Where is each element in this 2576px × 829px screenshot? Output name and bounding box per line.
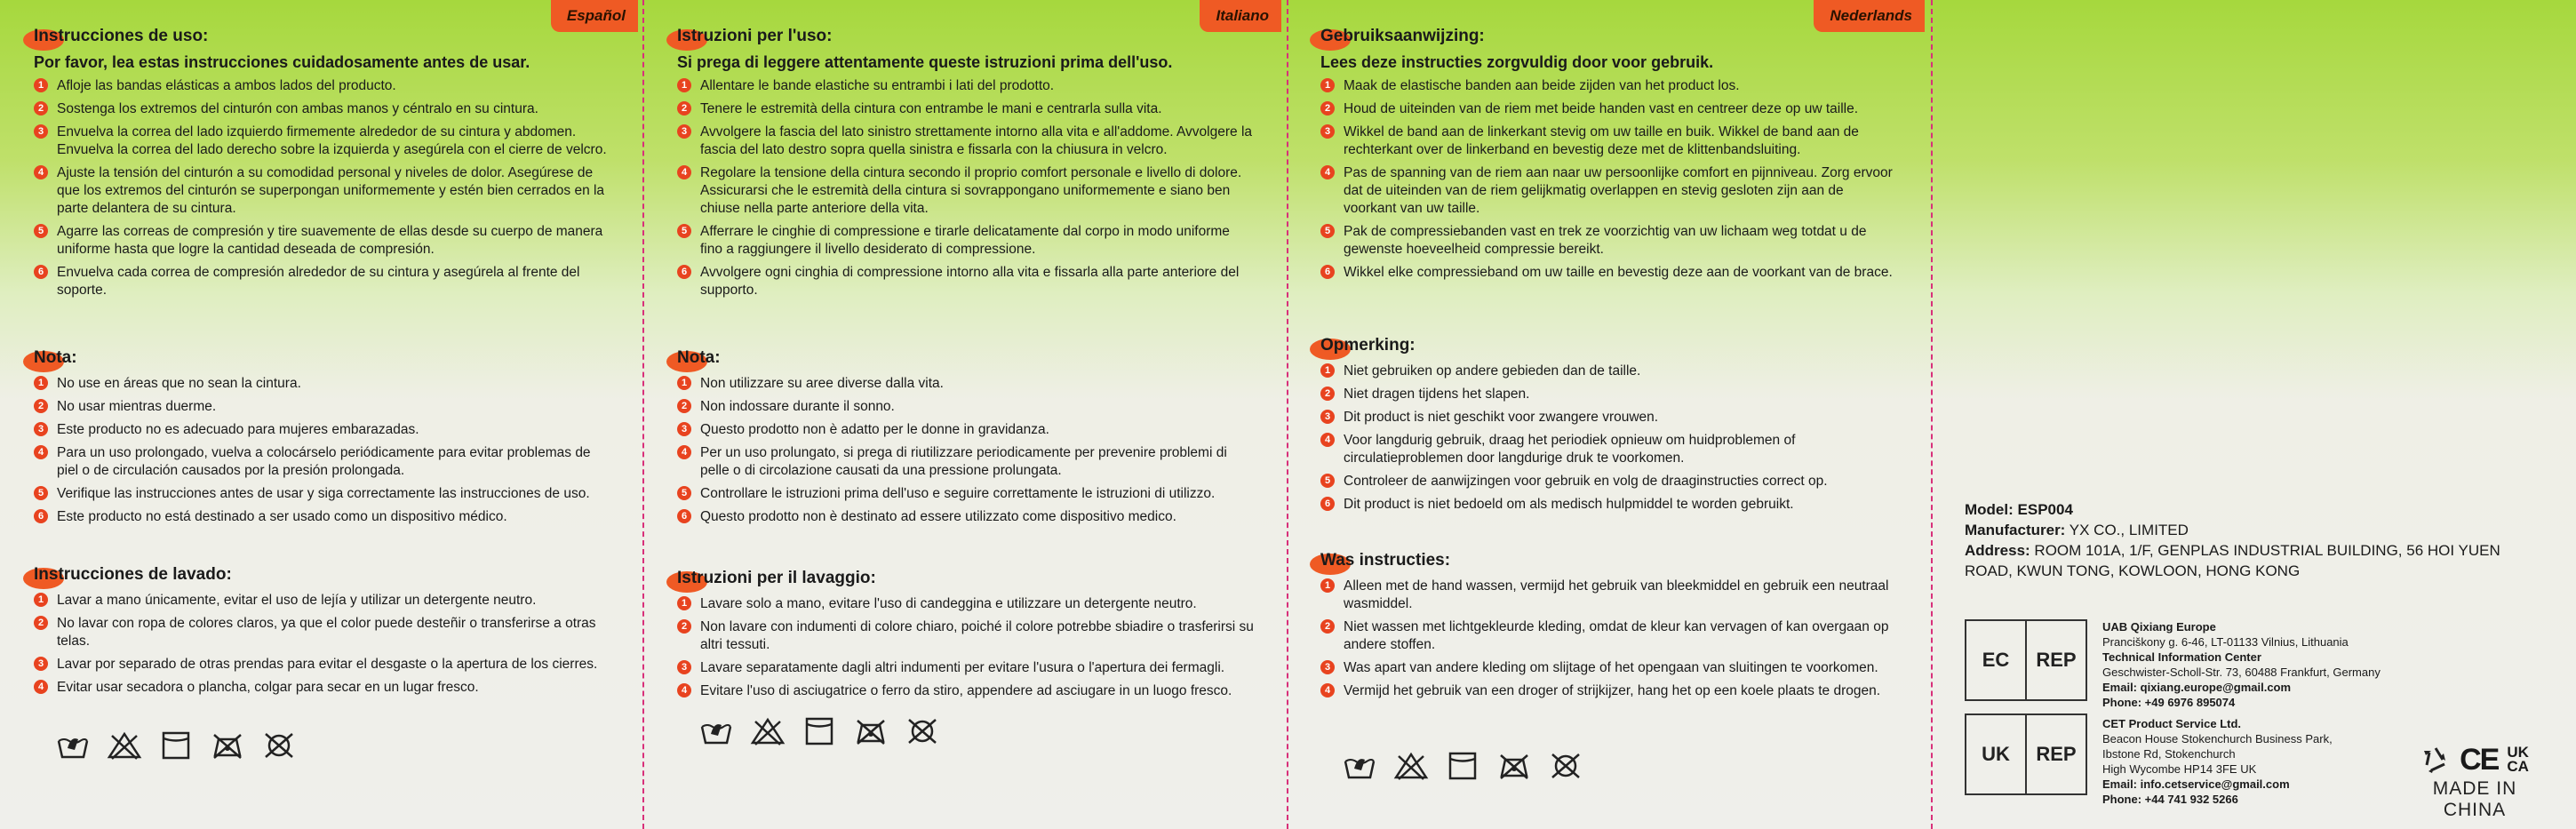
list-item bbox=[34, 100, 611, 118]
list-item bbox=[34, 485, 611, 503]
ec-rep-symbol bbox=[1965, 619, 2087, 701]
list-item bbox=[1320, 100, 1898, 118]
rep-line: Phone: +49 6976 895074 bbox=[2102, 696, 2236, 709]
usage-title: Istruzioni per l'uso: bbox=[677, 27, 833, 45]
number-badge-icon: 1 bbox=[677, 78, 691, 92]
number-badge-icon: 1 bbox=[1320, 363, 1335, 378]
instruction-column bbox=[677, 0, 1269, 829]
list-item-text: Dit product is niet bedoeld om als medisch hulpmiddel te worden gebruikt. bbox=[1344, 497, 1794, 512]
list-item bbox=[34, 615, 611, 650]
list-item bbox=[677, 595, 1255, 613]
list-item-text: Afferrare le cinghie di compressione e tirarle delicatamente dal corpo in modo uniforme fino a raggiungere il livello desiderato di compressione. bbox=[700, 224, 1230, 257]
list-item bbox=[1320, 496, 1898, 514]
note-list bbox=[1320, 363, 1898, 514]
list-item bbox=[34, 164, 611, 218]
rep-line: CET Product Service Ltd. bbox=[2102, 717, 2242, 730]
list-item-text: Dit product is niet geschikt voor zwangere vrouwen. bbox=[1344, 410, 1659, 425]
list-item-text: Regolare la tensione della cintura secondo il proprio comfort personale e livello di dolore. Assicurarsi che le estremità della cintura si sovrappongano uniformemente e siano ben chiuse nella parte anteriore della vita. bbox=[700, 165, 1242, 216]
wash-title: Istruzioni per il lavaggio: bbox=[677, 569, 876, 587]
list-item-text: Controleer de aanwijzingen voor gebruik en volg de draaginstructies correct op. bbox=[1344, 474, 1828, 489]
list-item-text: Niet gebruiken op andere gebieden dan de taille. bbox=[1344, 363, 1641, 379]
list-item bbox=[1320, 659, 1898, 677]
list-item bbox=[677, 223, 1255, 259]
rep-line: Phone: +44 741 932 5266 bbox=[2102, 793, 2238, 806]
number-badge-icon: 4 bbox=[1320, 683, 1335, 697]
usage-subtitle: Si prega di leggere attentamente queste istruzioni prima dell'uso. bbox=[677, 53, 1173, 71]
list-item bbox=[677, 77, 1255, 95]
note-heading bbox=[677, 348, 1255, 368]
number-badge-icon: 3 bbox=[1320, 660, 1335, 674]
list-item-text: Non indossare durante il sonno. bbox=[700, 399, 895, 414]
number-badge-icon: 1 bbox=[34, 78, 48, 92]
hand-wash-icon bbox=[55, 730, 91, 765]
number-badge-icon: 5 bbox=[677, 224, 691, 238]
list-item bbox=[1320, 618, 1898, 654]
list-item bbox=[677, 659, 1255, 677]
number-badge-icon: 2 bbox=[34, 399, 48, 413]
number-badge-icon: 5 bbox=[1320, 224, 1335, 238]
usage-title: Instrucciones de uso: bbox=[34, 27, 209, 45]
list-item bbox=[1320, 124, 1898, 159]
list-item bbox=[1320, 578, 1898, 613]
care-symbols bbox=[55, 730, 297, 765]
no-dry-clean-icon bbox=[1548, 751, 1583, 785]
list-item-text: Per un uso prolungato, si prega di riutilizzare periodicamente per prevenire problemi di pelle o di circolazione causati da una pressione prolungata. bbox=[700, 445, 1227, 478]
number-badge-icon: 1 bbox=[677, 376, 691, 390]
ukca-bottom: CA bbox=[2507, 758, 2529, 775]
note-title: Nota: bbox=[677, 348, 721, 367]
rep-line: Geschwister-Scholl-Str. 73, 60488 Frankfurt, Germany bbox=[2102, 666, 2381, 679]
list-item-text: Envuelva cada correa de compresión alrededor de su cintura y asegúrela al frente del soporte. bbox=[57, 265, 580, 298]
list-item bbox=[34, 656, 611, 674]
uk-rep-left: UK bbox=[1965, 713, 2027, 795]
list-item bbox=[1320, 682, 1898, 700]
care-symbols bbox=[698, 716, 940, 751]
list-item-text: Allentare le bande elastiche su entrambi i lati del prodotto. bbox=[700, 78, 1055, 93]
number-badge-icon: 4 bbox=[677, 165, 691, 179]
uk-rep-right: REP bbox=[2027, 713, 2087, 795]
rep-line: Ibstone Rd, Stokenchurch bbox=[2102, 747, 2236, 761]
list-item bbox=[677, 264, 1255, 299]
hand-wash-icon bbox=[698, 716, 734, 751]
number-badge-icon: 6 bbox=[677, 509, 691, 523]
usage-list bbox=[34, 77, 611, 299]
rep-line: Technical Information Center bbox=[2102, 650, 2261, 664]
usage-section bbox=[1320, 27, 1898, 287]
list-item bbox=[677, 375, 1255, 393]
note-section bbox=[34, 348, 611, 531]
list-item-text: Lavare separatamente dagli altri indumenti per evitare l'usura o l'apertura dei fermagli. bbox=[700, 660, 1225, 675]
list-item bbox=[34, 264, 611, 299]
number-badge-icon: 2 bbox=[34, 616, 48, 630]
uk-rep-symbol bbox=[1965, 713, 2087, 795]
list-item bbox=[34, 398, 611, 416]
list-item-text: Was apart van andere kleding om slijtage of het opengaan van sluitingen te voorkomen. bbox=[1344, 660, 1878, 675]
no-dry-clean-icon bbox=[261, 730, 297, 765]
list-item-text: Controllare le istruzioni prima dell'uso e seguire correttamente le istruzioni di utilizzo. bbox=[700, 486, 1216, 501]
list-item-text: Niet wassen met lichtgekleurde kleding, omdat de kleur kan vervagen of kan overgaan op andere stoffen. bbox=[1344, 619, 1889, 652]
wash-title: Instrucciones de lavado: bbox=[34, 565, 232, 584]
no-bleach-icon bbox=[750, 716, 786, 751]
wash-list bbox=[1320, 578, 1898, 700]
list-item bbox=[34, 124, 611, 159]
instruction-column bbox=[1320, 0, 1912, 829]
list-item-text: Evitar usar secadora o plancha, colgar para secar en un lugar fresco. bbox=[57, 680, 479, 695]
number-badge-icon: 4 bbox=[677, 683, 691, 697]
list-item bbox=[1320, 77, 1898, 95]
no-bleach-icon bbox=[1393, 751, 1429, 785]
number-badge-icon: 5 bbox=[34, 224, 48, 238]
address-label: Address: bbox=[1965, 542, 2030, 559]
number-badge-icon: 1 bbox=[1320, 578, 1335, 593]
number-badge-icon: 1 bbox=[1320, 78, 1335, 92]
ukca-top: UK bbox=[2507, 744, 2529, 761]
number-badge-icon: 6 bbox=[34, 265, 48, 279]
list-item bbox=[677, 444, 1255, 480]
note-section bbox=[1320, 336, 1898, 519]
list-item-text: Wikkel elke compressieband om uw taille en bevestig deze aan de voorkant van de brace. bbox=[1344, 265, 1893, 280]
wash-section bbox=[34, 565, 611, 702]
list-item-text: Sostenga los extremos del cinturón con ambas manos y céntralo en su cintura. bbox=[57, 101, 538, 116]
manufacturer-label: Manufacturer: bbox=[1965, 522, 2066, 538]
list-item-text: Non utilizzare su aree diverse dalla vita. bbox=[700, 376, 944, 391]
list-item-text: Lavare solo a mano, evitare l'uso di candeggina e utilizzare un detergente neutro. bbox=[700, 596, 1197, 611]
wash-title: Was instructies: bbox=[1320, 551, 1451, 570]
language-tag: Nederlands bbox=[1814, 0, 1925, 32]
rep-line: Email: info.cetservice@gmail.com bbox=[2102, 777, 2290, 791]
list-item bbox=[34, 77, 611, 95]
ec-rep-right: REP bbox=[2027, 619, 2087, 701]
number-badge-icon: 4 bbox=[34, 680, 48, 694]
number-badge-icon: 3 bbox=[34, 124, 48, 139]
wash-section bbox=[677, 569, 1255, 705]
list-item-text: Houd de uiteinden van de riem met beide handen vast en centreer deze op uw taille. bbox=[1344, 101, 1859, 116]
note-heading bbox=[1320, 336, 1898, 355]
ec-rep-left: EC bbox=[1965, 619, 2027, 701]
list-item bbox=[1320, 164, 1898, 218]
note-list bbox=[34, 375, 611, 526]
list-item-text: No usar mientras duerme. bbox=[57, 399, 217, 414]
language-tag: Español bbox=[551, 0, 638, 32]
number-badge-icon: 4 bbox=[1320, 433, 1335, 447]
number-badge-icon: 5 bbox=[1320, 474, 1335, 488]
list-item bbox=[34, 592, 611, 610]
list-item-text: Maak de elastische banden aan beide zijden van het product los. bbox=[1344, 78, 1740, 93]
made-in-china: MADE IN CHINA bbox=[2432, 778, 2517, 820]
list-item bbox=[1320, 409, 1898, 426]
list-item-text: Lavar por separado de otras prendas para evitar el desgaste o la apertura de los cierres. bbox=[57, 657, 598, 672]
list-item-text: Lavar a mano únicamente, evitar el uso de lejía y utilizar un detergente neutro. bbox=[57, 593, 537, 608]
list-item-text: Afloje las bandas elásticas a ambos lados del producto. bbox=[57, 78, 396, 93]
number-badge-icon: 1 bbox=[677, 596, 691, 610]
usage-list bbox=[677, 77, 1255, 299]
note-section bbox=[677, 348, 1255, 531]
list-item bbox=[677, 124, 1255, 159]
usage-list bbox=[1320, 77, 1898, 282]
list-item-text: Tenere le estremità della cintura con entrambe le mani e centrarla sulla vita. bbox=[700, 101, 1162, 116]
list-item-text: Questo prodotto non è adatto per le donne in gravidanza. bbox=[700, 422, 1049, 437]
certification-marks bbox=[2399, 745, 2550, 821]
list-item-text: Avvolgere la fascia del lato sinistro strettamente intorno alla vita e all'addome. Avvolgere la fascia del lato destro sopra quella sinistra e fissarla con la chiusura in velcro. bbox=[700, 124, 1253, 157]
number-badge-icon: 3 bbox=[677, 124, 691, 139]
tumble-dry-square-icon bbox=[802, 716, 837, 751]
number-badge-icon: 4 bbox=[34, 165, 48, 179]
rep-line: Pranciškony g. 6-46, LT-01133 Vilnius, Lithuania bbox=[2102, 635, 2349, 649]
list-item-text: Verifique las instrucciones antes de usar y siga correctamente las instrucciones de uso. bbox=[57, 486, 590, 501]
recycle-icon bbox=[2420, 745, 2451, 775]
number-badge-icon: 6 bbox=[1320, 265, 1335, 279]
list-item bbox=[677, 398, 1255, 416]
number-badge-icon: 2 bbox=[1320, 387, 1335, 401]
number-badge-icon: 4 bbox=[34, 445, 48, 459]
rep-line: Beacon House Stokenchurch Business Park, bbox=[2102, 732, 2333, 745]
number-badge-icon: 3 bbox=[34, 422, 48, 436]
wash-heading bbox=[677, 569, 1255, 588]
wash-heading bbox=[34, 565, 611, 585]
column-divider bbox=[1931, 0, 1933, 829]
list-item bbox=[34, 375, 611, 393]
list-item-text: Vermijd het gebruik van een droger of strijkijzer, hang het op een koele plaats te drogen. bbox=[1344, 683, 1881, 698]
usage-subtitle: Lees deze instructies zorgvuldig door voor gebruik. bbox=[1320, 53, 1714, 71]
usage-heading bbox=[677, 27, 1255, 46]
number-badge-icon: 2 bbox=[677, 619, 691, 634]
list-item-text: Pas de spanning van de riem aan naar uw persoonlijke comfort en pijnniveau. Zorg ervoor dat de uiteinden van de riem gelijkmatig overlappen en stevig gesloten zijn aan de voorkant van uw taille. bbox=[1344, 165, 1893, 216]
list-item bbox=[34, 223, 611, 259]
number-badge-icon: 3 bbox=[1320, 410, 1335, 424]
list-item bbox=[677, 618, 1255, 654]
no-dry-clean-icon bbox=[905, 716, 940, 751]
usage-heading bbox=[34, 27, 611, 46]
number-badge-icon: 2 bbox=[1320, 101, 1335, 116]
number-badge-icon: 4 bbox=[1320, 165, 1335, 179]
list-item bbox=[677, 485, 1255, 503]
ce-mark-icon: CE bbox=[2460, 743, 2499, 777]
note-heading bbox=[34, 348, 611, 368]
product-info bbox=[1965, 499, 2542, 581]
rep-line: UAB Qixiang Europe bbox=[2102, 620, 2216, 634]
list-item-text: Non lavare con indumenti di colore chiaro, poiché il colore potrebbe sbiadire o trasferirsi su altri tessuti. bbox=[700, 619, 1254, 652]
list-item bbox=[677, 682, 1255, 700]
list-item bbox=[34, 679, 611, 697]
no-bleach-icon bbox=[107, 730, 142, 765]
number-badge-icon: 5 bbox=[34, 486, 48, 500]
number-badge-icon: 3 bbox=[677, 660, 691, 674]
tumble-dry-square-icon bbox=[158, 730, 194, 765]
number-badge-icon: 3 bbox=[677, 422, 691, 436]
number-badge-icon: 4 bbox=[677, 445, 691, 459]
list-item bbox=[1320, 363, 1898, 380]
manufacturer-value: YX CO., LIMITED bbox=[2069, 522, 2189, 538]
list-item-text: Envuelva la correa del lado izquierdo firmemente alrededor de su cintura y abdomen. Envuelva la correa del lado derecho sobre la izquierda y asegúrela con el cierre de velcro. bbox=[57, 124, 607, 157]
rep-line: High Wycombe HP14 3FE UK bbox=[2102, 762, 2257, 776]
care-symbols bbox=[1342, 751, 1583, 785]
list-item bbox=[34, 421, 611, 439]
ukca-mark-icon bbox=[2507, 745, 2529, 774]
model-value: ESP004 bbox=[2017, 501, 2073, 518]
list-item-text: Evitare l'uso di asciugatrice o ferro da stiro, appendere ad asciugare in un luogo fresco. bbox=[700, 683, 1232, 698]
list-item-text: No use en áreas que no sean la cintura. bbox=[57, 376, 301, 391]
usage-heading bbox=[1320, 27, 1898, 46]
list-item bbox=[1320, 386, 1898, 403]
tumble-dry-square-icon bbox=[1445, 751, 1480, 785]
wash-list bbox=[34, 592, 611, 697]
list-item bbox=[34, 444, 611, 480]
no-tumble-dry-icon bbox=[1496, 751, 1532, 785]
number-badge-icon: 2 bbox=[677, 101, 691, 116]
column-divider bbox=[1287, 0, 1288, 829]
number-badge-icon: 2 bbox=[677, 399, 691, 413]
list-item-text: No lavar con ropa de colores claros, ya que el color puede desteñir o transferirse a otras telas. bbox=[57, 616, 596, 649]
list-item-text: Pak de compressiebanden vast en trek ze voorzichtig van uw lichaam weg totdat u de gewenste hoeveelheid compressie bereikt. bbox=[1344, 224, 1867, 257]
hand-wash-icon bbox=[1342, 751, 1377, 785]
number-badge-icon: 5 bbox=[677, 486, 691, 500]
note-list bbox=[677, 375, 1255, 526]
no-tumble-dry-icon bbox=[853, 716, 889, 751]
list-item bbox=[1320, 473, 1898, 490]
list-item-text: Este producto no está destinado a ser usado como un dispositivo médico. bbox=[57, 509, 507, 524]
ec-rep-details bbox=[2102, 619, 2476, 710]
list-item-text: Este producto no es adecuado para mujeres embarazadas. bbox=[57, 422, 419, 437]
number-badge-icon: 3 bbox=[34, 657, 48, 671]
wash-list bbox=[677, 595, 1255, 700]
list-item-text: Wikkel de band aan de linkerkant stevig om uw taille en buik. Wikkel de band aan de rechterkant over de linkerband en bevestig deze met de klittenbandsluiting. bbox=[1344, 124, 1859, 157]
list-item-text: Para un uso prolongado, vuelva a colocárselo periódicamente para evitar problemas de piel o de circulación causados por la presión prolongada. bbox=[57, 445, 591, 478]
list-item-text: Ajuste la tensión del cinturón a su comodidad personal y niveles de dolor. Asegúrese de que los extremos del cinturón se superpongan uniformemente y estén bien cerrados en la parte delantera de su cintura. bbox=[57, 165, 605, 216]
list-item-text: Niet dragen tijdens het slapen. bbox=[1344, 387, 1530, 402]
list-item bbox=[1320, 432, 1898, 467]
list-item bbox=[677, 421, 1255, 439]
model-label: Model: bbox=[1965, 501, 2014, 518]
list-item bbox=[677, 164, 1255, 218]
rep-line: Email: qixiang.europe@gmail.com bbox=[2102, 681, 2292, 694]
note-title: Opmerking: bbox=[1320, 336, 1416, 355]
instruction-column bbox=[34, 0, 626, 829]
number-badge-icon: 6 bbox=[677, 265, 691, 279]
list-item-text: Voor langdurig gebruik, draag het periodiek opnieuw om huidproblemen of circulatieproblemen door langdurige druk te voorkomen. bbox=[1344, 433, 1796, 466]
usage-subtitle: Por favor, lea estas instrucciones cuidadosamente antes de usar. bbox=[34, 53, 530, 71]
list-item bbox=[677, 508, 1255, 526]
number-badge-icon: 6 bbox=[34, 509, 48, 523]
wash-section bbox=[1320, 551, 1898, 705]
usage-title: Gebruiksaanwijzing: bbox=[1320, 27, 1485, 45]
number-badge-icon: 1 bbox=[34, 593, 48, 607]
number-badge-icon: 2 bbox=[1320, 619, 1335, 634]
usage-section bbox=[677, 27, 1255, 305]
language-tag: Italiano bbox=[1200, 0, 1281, 32]
no-tumble-dry-icon bbox=[210, 730, 245, 765]
address-value: ROOM 101A, 1/F, GENPLAS INDUSTRIAL BUILDING, 56 HOI YUEN ROAD, KWUN TONG, KOWLOON, HONG KONG bbox=[1965, 542, 2500, 579]
usage-section bbox=[34, 27, 611, 305]
list-item bbox=[1320, 264, 1898, 282]
number-badge-icon: 6 bbox=[1320, 497, 1335, 511]
wash-heading bbox=[1320, 551, 1898, 570]
list-item-text: Questo prodotto non è destinato ad essere utilizzato come dispositivo medico. bbox=[700, 509, 1176, 524]
number-badge-icon: 2 bbox=[34, 101, 48, 116]
list-item bbox=[677, 100, 1255, 118]
number-badge-icon: 1 bbox=[34, 376, 48, 390]
note-title: Nota: bbox=[34, 348, 77, 367]
list-item-text: Avvolgere ogni cinghia di compressione intorno alla vita e fissarla alla parte anteriore del supporto. bbox=[700, 265, 1240, 298]
number-badge-icon: 3 bbox=[1320, 124, 1335, 139]
column-divider bbox=[642, 0, 644, 829]
list-item-text: Agarre las correas de compresión y tire suavemente de ellas desde su cuerpo de manera uniforme hasta que logre la cantidad deseada de compresión. bbox=[57, 224, 603, 257]
list-item bbox=[1320, 223, 1898, 259]
list-item bbox=[34, 508, 611, 526]
list-item-text: Alleen met de hand wassen, vermijd het gebruik van bleekmiddel en gebruik een neutraal wasmiddel. bbox=[1344, 578, 1889, 611]
